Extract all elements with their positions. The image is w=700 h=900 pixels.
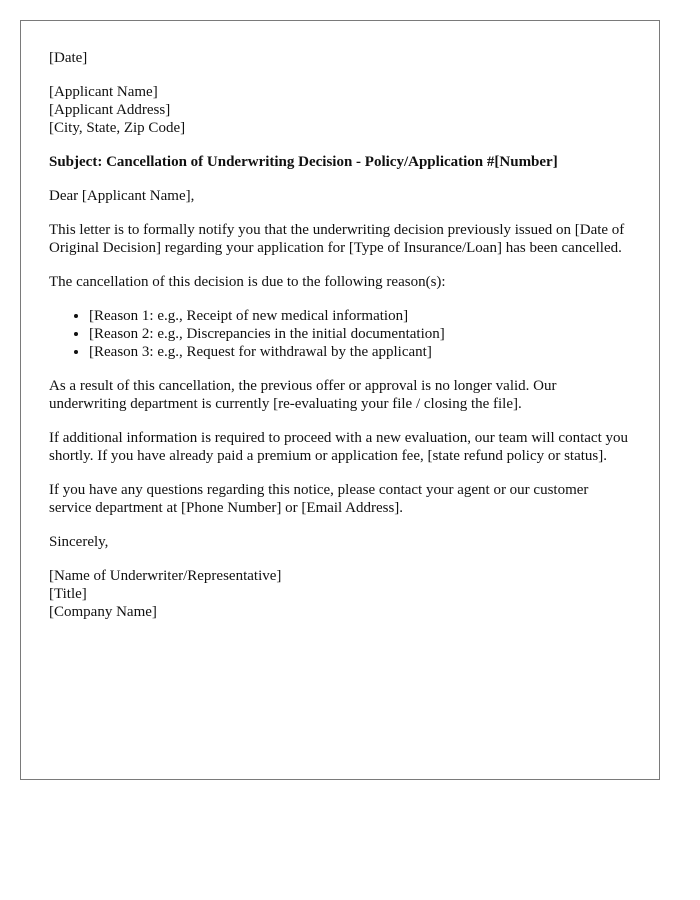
reason-item: • [Reason 2: e.g., Discrepancies in the initial documentation] xyxy=(89,325,631,343)
reason-item: • [Reason 3: e.g., Request for withdrawal by the applicant] xyxy=(89,343,631,361)
letter-date: [Date] xyxy=(49,50,88,66)
recipient-address-block xyxy=(49,83,631,137)
signature-block xyxy=(49,567,631,621)
salutation: Dear [Applicant Name], xyxy=(49,188,195,204)
notification-paragraph: This letter is to formally notify you that the underwriting decision previously issued on [Date of Original Decision] regarding your application for [Type of Insurance/Loan] has been cancelled. xyxy=(49,222,625,256)
signer-company: [Company Name] xyxy=(49,604,157,620)
recipient-name: [Applicant Name] xyxy=(49,84,158,100)
signer-title: [Title] xyxy=(49,586,87,602)
signer-name: [Name of Underwriter/Representative] xyxy=(49,568,282,584)
letter-subject: Subject: Cancellation of Underwriting Decision - Policy/Application #[Number] xyxy=(49,154,558,170)
closing: Sincerely, xyxy=(49,534,109,550)
recipient-city-state-zip: [City, State, Zip Code] xyxy=(49,120,186,136)
additional-info-paragraph: If additional information is required to proceed with a new evaluation, our team will contact you shortly. If you have already paid a premium or application fee, [state refund policy or status]. xyxy=(49,430,628,464)
reasons-intro-paragraph: The cancellation of this decision is due to the following reason(s): xyxy=(49,274,446,290)
contact-paragraph: If you have any questions regarding this notice, please contact your agent or our customer service department at [Phone Number] or [Email Address]. xyxy=(49,482,589,516)
reason-item: • [Reason 1: e.g., Receipt of new medical information] xyxy=(89,307,631,325)
recipient-address: [Applicant Address] xyxy=(49,102,171,118)
reasons-list xyxy=(49,307,631,361)
result-paragraph: As a result of this cancellation, the previous offer or approval is no longer valid. Our underwriting department is currently [re-evaluating your file / closing the file]. xyxy=(49,378,557,412)
letter-document xyxy=(20,20,660,780)
